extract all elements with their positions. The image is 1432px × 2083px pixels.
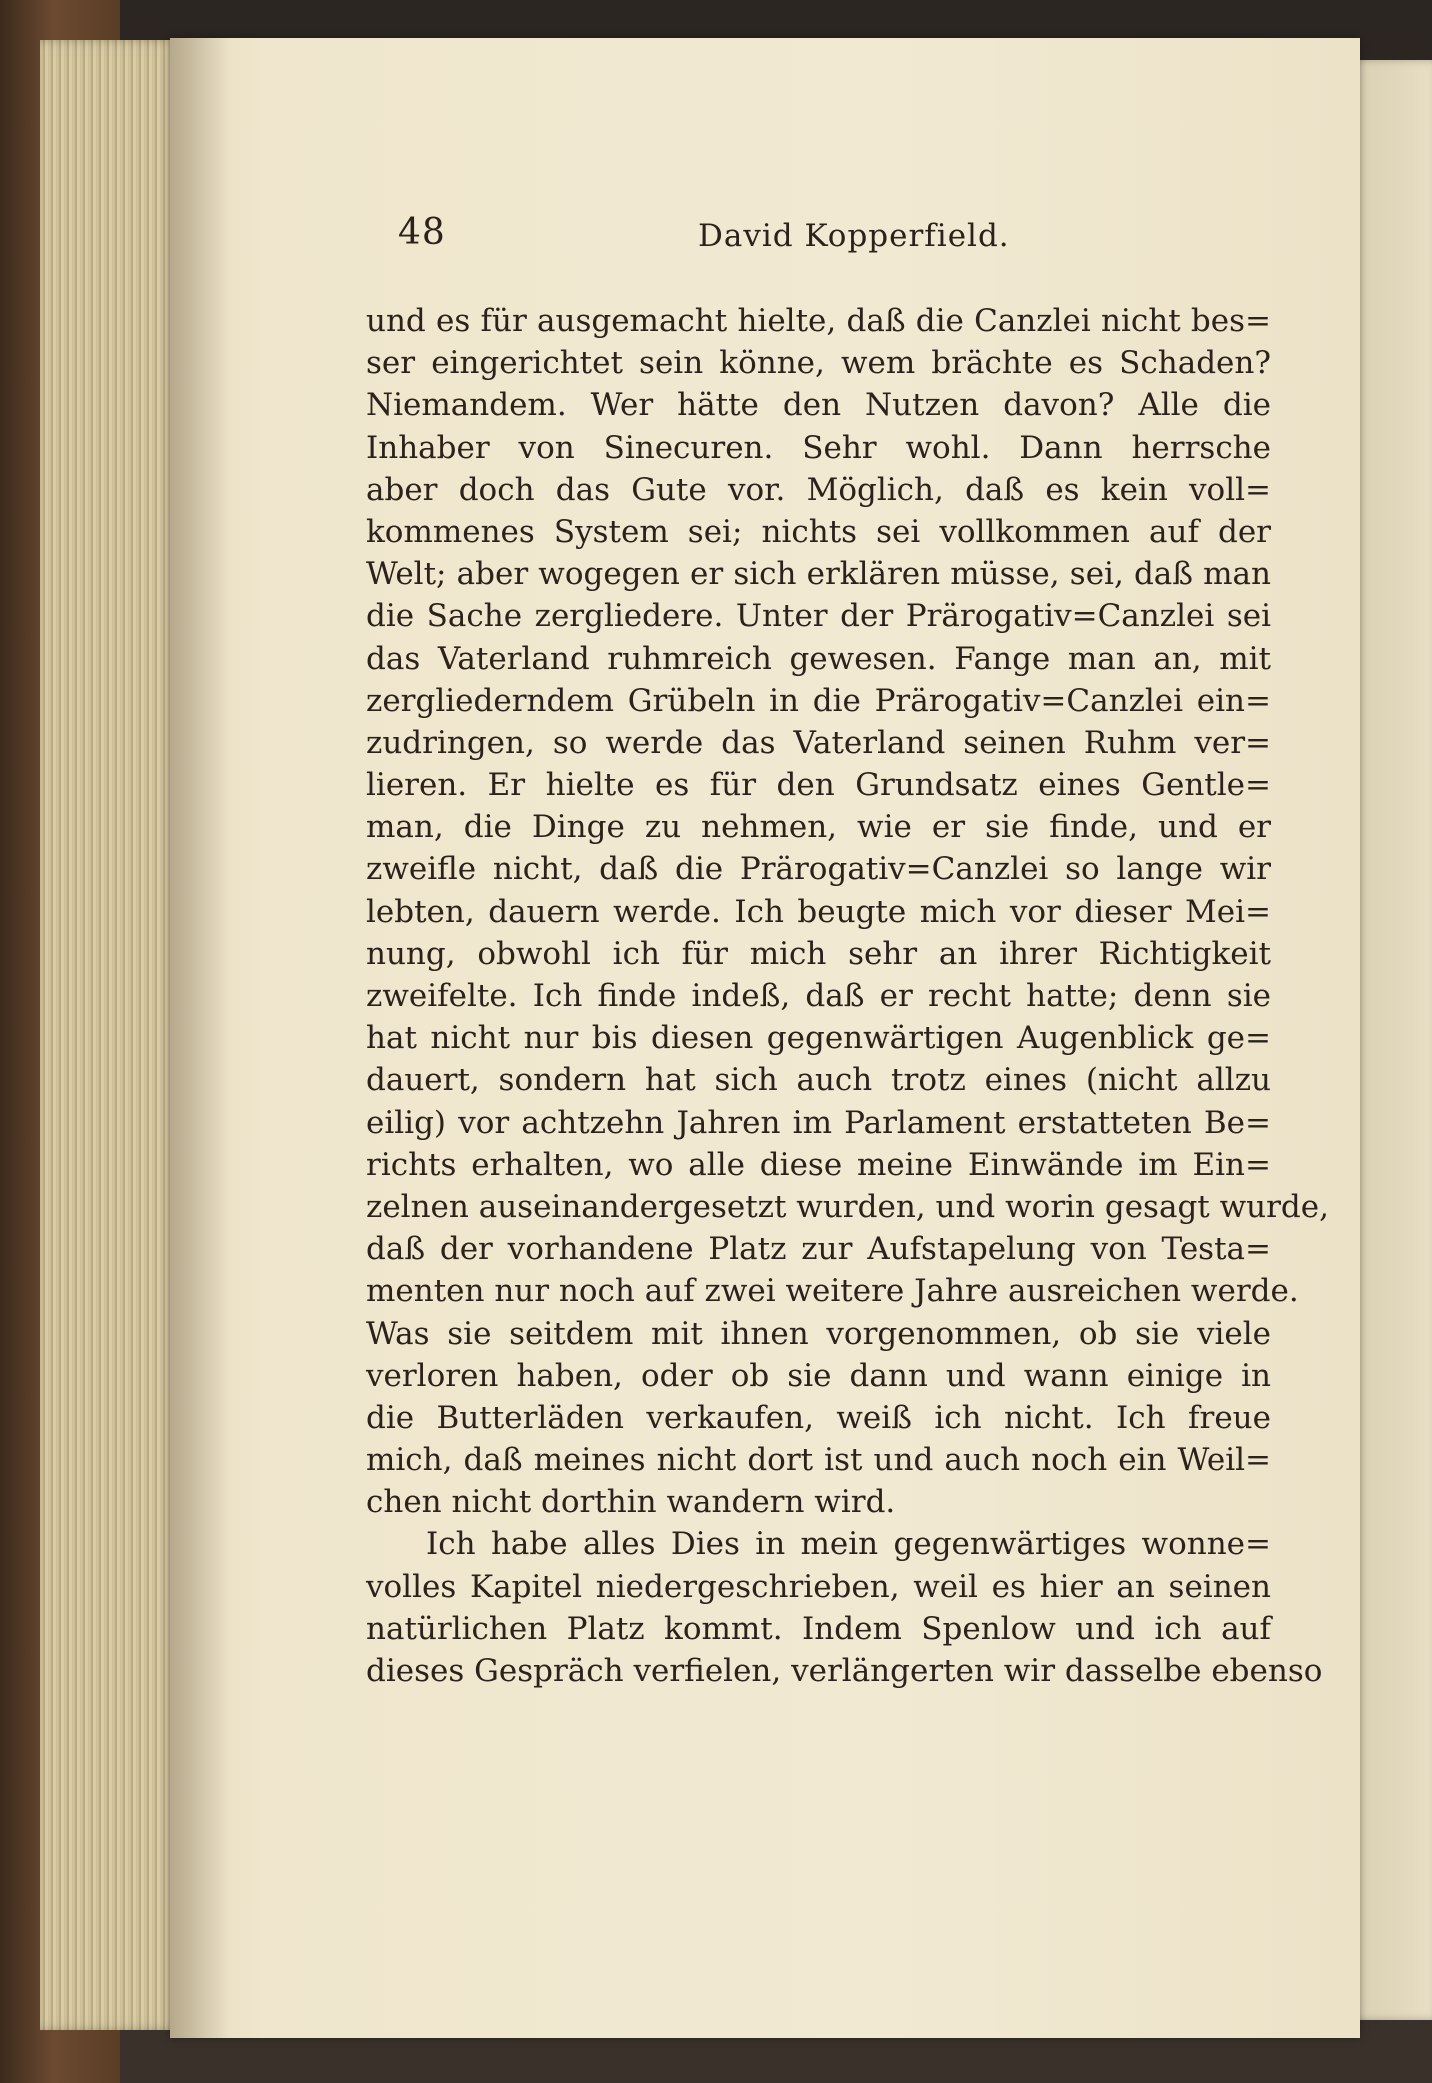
text-line: zudringen, so werde das Vaterland seinen Ruhm ver= (366, 724, 1271, 761)
text-line: menten nur noch auf zwei weitere Jahre ausreichen werde. (366, 1273, 1299, 1310)
text-line: mich, daß meines nicht dort ist und auch noch ein Weil= (366, 1442, 1271, 1479)
text-line: kommenes System sei; nichts sei vollkommen auf der (366, 513, 1271, 550)
next-page-edge (1352, 60, 1432, 2020)
text-line: und es für ausgemacht hielte, daß die Canzlei nicht bes= (366, 303, 1271, 339)
text-line: die Sache zergliedere. Unter der Prärogativ=Canzlei sei (366, 598, 1271, 635)
text-line: volles Kapitel niedergeschrieben, weil es hier an seinen (366, 1568, 1271, 1605)
text-line: aber doch das Gute vor. Möglich, daß es kein voll= (366, 471, 1271, 508)
text-line: zergliederndem Grübeln in die Prärogativ=Canzlei ein= (366, 682, 1271, 719)
text-line: die Butterläden verkaufen, weiß ich nicht. Ich freue (366, 1399, 1271, 1436)
text-line: lebten, dauern werde. Ich beugte mich vor dieser Mei= (366, 893, 1271, 930)
body-text (366, 300, 1329, 1692)
text-line-paragraph-start: Ich habe alles Dies in mein gegenwärtiges wonne= (426, 1526, 1271, 1563)
text-line: Was sie seitdem mit ihnen vorgenommen, ob sie viele (366, 1315, 1271, 1352)
page-stack (40, 40, 180, 2030)
text-line: lieren. Er hielte es für den Grundsatz eines Gentle= (366, 767, 1271, 804)
text-line: Niemandem. Wer hätte den Nutzen davon? Alle die (366, 387, 1271, 424)
text-line: hat nicht nur bis diesen gegenwärtigen Augenblick ge= (366, 1020, 1271, 1057)
text-line: Inhaber von Sinecuren. Sehr wohl. Dann herrsche (366, 429, 1271, 466)
text-line: man, die Dinge zu nehmen, wie er sie finde, und er (366, 809, 1271, 846)
running-head: David Kopperfield. (698, 218, 1010, 254)
text-line: Welt; aber wogegen er sich erklären müsse, sei, daß man (366, 556, 1271, 593)
text-line: zweifle nicht, daß die Prärogativ=Canzlei so lange wir (366, 851, 1271, 888)
text-line: zelnen auseinandergesetzt wurden, und worin gesagt wurde, (366, 1188, 1329, 1225)
text-line: eilig) vor achtzehn Jahren im Parlament erstatteten Be= (366, 1104, 1271, 1141)
text-line: richts erhalten, wo alle diese meine Einwände im Ein= (366, 1146, 1271, 1183)
text-line: daß der vorhandene Platz zur Aufstapelung von Testa= (366, 1231, 1271, 1268)
text-line: verloren haben, oder ob sie dann und wann einige in (366, 1357, 1271, 1394)
text-line: dauert, sondern hat sich auch trotz eines (nicht allzu (366, 1062, 1271, 1099)
text-line: natürlichen Platz kommt. Indem Spenlow und ich auf (366, 1610, 1271, 1647)
text-line: ser eingerichtet sein könne, wem brächte es Schaden? (366, 345, 1271, 382)
text-line: nung, obwohl ich für mich sehr an ihrer Richtigkeit (366, 935, 1271, 972)
text-line-paragraph-end: chen nicht dorthin wandern wird. (366, 1484, 896, 1521)
page-number: 48 (398, 212, 446, 253)
binding-shadow (170, 38, 230, 2038)
page-header (398, 212, 1278, 272)
text-line: dieses Gespräch verfielen, verlängerten wir dasselbe ebenso (366, 1653, 1323, 1689)
text-line: das Vaterland ruhmreich gewesen. Fange man an, mit (366, 640, 1271, 677)
text-line: zweifelte. Ich finde indeß, daß er recht hatte; denn sie (366, 978, 1271, 1014)
